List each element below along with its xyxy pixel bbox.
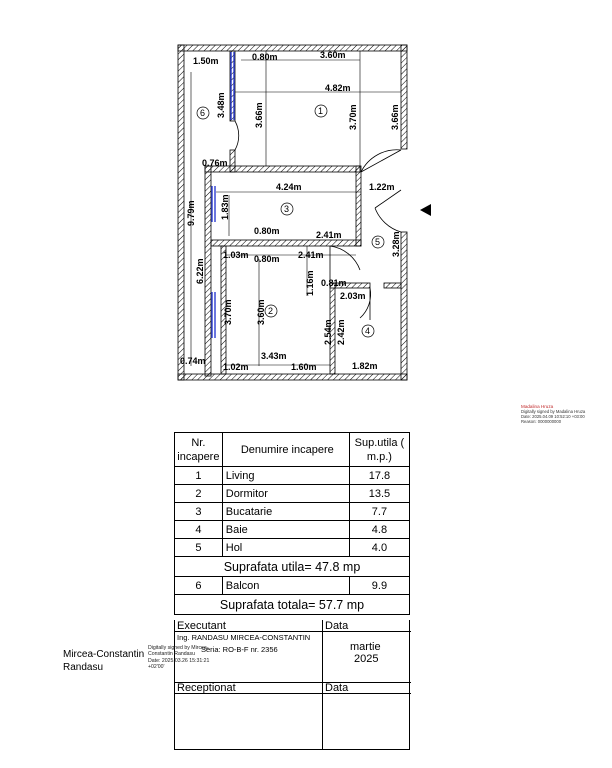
dim-label: 1.60m xyxy=(291,362,317,372)
table-row xyxy=(175,577,410,595)
dim-label: 3.70m xyxy=(223,299,233,325)
date-year: 2025 xyxy=(354,653,379,665)
signature-detail: Digitally signed by Mircea- xyxy=(148,645,209,651)
signature-detail: Reason: 0000000000 xyxy=(521,419,562,424)
signature-detail: Constantin Randasu xyxy=(148,651,196,658)
header-name: Denumire incapere xyxy=(222,433,349,467)
header-nr: Nr. incapere xyxy=(175,433,223,467)
dim-label: 1.22m xyxy=(369,182,395,192)
cell-nr: 3 xyxy=(175,503,223,521)
signature-detail: Date: 2025.03.26 15:31:21 xyxy=(148,657,210,664)
cell-name: Bucatarie xyxy=(222,503,349,521)
dim-label: 0.80m xyxy=(252,52,278,62)
signer-last-name: Randasu xyxy=(63,662,104,673)
dim-label: 4.24m xyxy=(276,182,302,192)
engineer-series: Seria: RO-B-F nr. 2356 xyxy=(201,645,278,654)
cell-nr: 4 xyxy=(175,521,223,539)
digital-signature-left xyxy=(148,645,228,671)
signer-name-left xyxy=(63,648,153,674)
data-label: Data xyxy=(325,620,349,632)
cell-nr: 6 xyxy=(175,577,223,595)
receptionat-label: Receptionat xyxy=(177,682,236,694)
grand-total-row xyxy=(175,595,410,615)
dim-label: 3.66m xyxy=(390,104,400,130)
room-area-table xyxy=(174,432,410,615)
dim-label: 0.81m xyxy=(321,278,347,288)
table-row xyxy=(175,467,410,485)
dim-label: 3.60m xyxy=(320,50,346,60)
signature-detail: Date: 2025.04.09 10:52:10 +03:00 xyxy=(521,414,585,419)
dim-label: 2.42m xyxy=(336,319,346,345)
dim-label: 0.80m xyxy=(254,254,280,264)
dim-label: 2.41m xyxy=(316,230,342,240)
data-label-2: Data xyxy=(325,682,349,694)
usable-total-row xyxy=(175,557,410,577)
date-month: martie xyxy=(350,641,381,653)
room-2-label: 2 xyxy=(268,306,274,316)
dim-label: 1.82m xyxy=(352,361,378,371)
signature-detail: +02'00' xyxy=(148,664,165,671)
usable-total: Suprafata utila= 47.8 mp xyxy=(175,557,410,577)
cell-nr: 2 xyxy=(175,485,223,503)
table-header xyxy=(175,433,410,467)
signature-detail: Digitally signed by Madalina Hruza xyxy=(521,409,586,414)
signer-name: Madalina Hruza xyxy=(521,404,554,409)
dim-label: 6.22m xyxy=(195,258,205,284)
dim-label: 3.60m xyxy=(256,299,266,325)
table-row xyxy=(175,485,410,503)
cell-name: Baie xyxy=(222,521,349,539)
room-5-label: 5 xyxy=(375,237,381,247)
room-4-label: 4 xyxy=(365,326,371,336)
dim-label: 4.82m xyxy=(325,83,351,93)
dim-label: 3.70m xyxy=(348,104,358,130)
cell-nr: 1 xyxy=(175,467,223,485)
dim-label: 3.28m xyxy=(391,231,401,257)
dim-label: 2.41m xyxy=(298,250,324,260)
cell-area: 7.7 xyxy=(349,503,409,521)
table-row xyxy=(175,503,410,521)
dim-label: 3.43m xyxy=(261,351,287,361)
dim-label: 1.02m xyxy=(223,362,249,372)
cell-area: 13.5 xyxy=(349,485,409,503)
entrance-arrow xyxy=(420,204,431,216)
executant-label: Executant xyxy=(177,620,226,632)
divider xyxy=(322,620,323,750)
cell-name: Living xyxy=(222,467,349,485)
grand-total: Suprafata totala= 57.7 mp xyxy=(175,595,410,615)
dim-label: 1.83m xyxy=(220,194,230,220)
digital-signature-right xyxy=(521,404,611,424)
table-row xyxy=(175,521,410,539)
engineer-name: Ing. RANDASU MIRCEA-CONSTANTIN xyxy=(177,633,311,642)
dim-label: 9.79m xyxy=(186,200,196,226)
cell-name: Balcon xyxy=(222,577,349,595)
dim-label: 1.16m xyxy=(305,270,315,296)
dim-label: 2.54m xyxy=(323,319,333,345)
dim-label: 0.74m xyxy=(180,356,206,366)
cell-area: 4.8 xyxy=(349,521,409,539)
cell-name: Hol xyxy=(222,539,349,557)
dim-label: 1.50m xyxy=(193,56,219,66)
cell-area: 4.0 xyxy=(349,539,409,557)
dim-label: 3.66m xyxy=(254,102,264,128)
cell-nr: 5 xyxy=(175,539,223,557)
room-6-label: 6 xyxy=(200,108,206,118)
dim-label: 0.76m xyxy=(202,158,228,168)
room-1-label: 1 xyxy=(318,106,324,116)
table-row xyxy=(175,539,410,557)
cell-area: 17.8 xyxy=(349,467,409,485)
signer-first-name: Mircea-Constantin xyxy=(63,649,145,660)
dim-label: 1.03m xyxy=(223,250,249,260)
cell-name: Dormitor xyxy=(222,485,349,503)
header-area: Sup.utila ( m.p.) xyxy=(349,433,409,467)
dim-label: 3.48m xyxy=(216,92,226,118)
dim-label: 0.80m xyxy=(254,226,280,236)
room-3-label: 3 xyxy=(284,204,290,214)
dim-label: 2.03m xyxy=(340,291,366,301)
cell-area: 9.9 xyxy=(349,577,409,595)
doors xyxy=(235,121,401,320)
approval-block xyxy=(174,620,410,750)
